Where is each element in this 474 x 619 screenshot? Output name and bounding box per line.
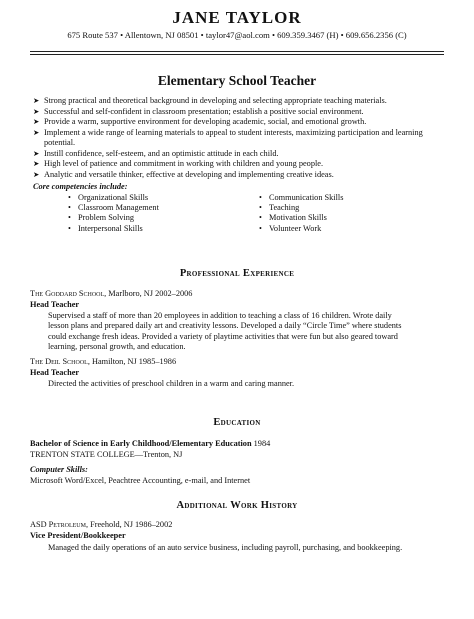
arrow-bullet-icon: ➤ — [33, 96, 40, 105]
arrow-bullet-icon: ➤ — [33, 117, 40, 126]
summary-item: ➤ Implement a wide range of learning materials to appeal to student interests, maximizing participation and learning potential. — [33, 127, 423, 147]
competency-item: • Motivation Skills — [259, 213, 327, 223]
employer-location-dates: , Marlboro, NJ 2002–2006 — [104, 289, 193, 298]
header-rule-top — [30, 51, 444, 52]
competencies-right-list — [259, 193, 343, 234]
summary-item: ➤ High level of patience and commitment in working with children and young people. — [33, 159, 324, 168]
experience-heading: Professional Experience — [179, 268, 295, 279]
bullet-icon: • — [68, 223, 71, 233]
summary-item: ➤ Strong practical and theoretical background in developing and selecting appropriate teaching materials. — [33, 96, 387, 105]
contact-line: 675 Route 537 • Allentown, NJ 08501 • taylor47@aol.com • 609.359.3467 (H) • 609.656.2356 (C) — [67, 30, 407, 40]
bullet-icon: • — [68, 193, 71, 202]
arrow-bullet-icon: ➤ — [33, 106, 40, 116]
additional-heading: Additional Work History — [176, 500, 298, 511]
summary-list — [33, 96, 448, 180]
bullet-icon: • — [68, 203, 71, 213]
additional-role: Vice President/Bookkeeper — [30, 531, 126, 540]
arrow-bullet-icon: ➤ — [33, 127, 40, 137]
arrow-bullet-icon: ➤ — [33, 169, 40, 179]
job-description: Supervised a staff of more than 20 employees in addition to teaching a class of 16 children. Wrote daily lesson plans and prepared daily art and creativity lessons. Developed a daily “Circle Time” where students could exchange fresh ideas. Provided a variety of playtime activities that were fun but also geared toward learning, personal growth, and education. — [48, 311, 402, 351]
degree-name: Bachelor of Science in Early Childhood/Elementary Education — [30, 439, 252, 448]
employer-location-dates: , Hamilton, NJ 1985–1986 — [87, 357, 177, 366]
resume-title: Elementary School Teacher — [157, 73, 317, 88]
job-employer-line — [30, 289, 450, 300]
job-role: Head Teacher — [30, 300, 80, 309]
employer-location-dates: , Freehold, NJ 1986–2002 — [85, 520, 173, 529]
summary-item: ➤ Provide a warm, supportive environment for developing academic, social, and emotional growth. — [33, 117, 367, 126]
header-rule-bottom — [30, 54, 444, 55]
arrow-bullet-icon: ➤ — [33, 148, 40, 158]
bullet-icon: • — [259, 223, 262, 233]
competencies-left-list — [68, 193, 159, 234]
degree-year: 1984 — [251, 439, 271, 448]
computer-skills-label: Computer Skills: — [30, 465, 88, 474]
competencies-label: Core competencies include: — [33, 182, 128, 191]
job-role: Head Teacher — [30, 368, 80, 377]
employer-name: The Goddard School — [30, 289, 105, 298]
summary-item: ➤ Successful and self-confident in classroom presentation; establish a positive social environment. — [33, 106, 364, 116]
bullet-icon: • — [259, 193, 262, 202]
employer-name: The Deil School — [30, 357, 88, 366]
resume-name: JANE TAYLOR — [172, 8, 302, 27]
employer-name: ASD Petroleum — [30, 520, 86, 529]
job-description: Directed the activities of preschool children in a warm and caring manner. — [48, 379, 295, 388]
school-line: TRENTON STATE COLLEGE—Trenton, NJ — [30, 450, 183, 459]
job-employer-line — [30, 357, 450, 368]
competency-item: • Interpersonal Skills — [68, 223, 143, 233]
additional-employer-line — [30, 520, 450, 531]
arrow-bullet-icon: ➤ — [33, 159, 40, 168]
bullet-icon: • — [259, 203, 262, 213]
summary-item: ➤ Analytic and versatile thinker, effective at developing and implementing creative ideas. — [33, 169, 334, 179]
computer-skills: Microsoft Word/Excel, Peachtree Accounting, e-mail, and Internet — [30, 476, 251, 485]
competency-item: • Communication Skills — [259, 193, 344, 202]
competency-item: • Teaching — [259, 203, 300, 213]
competency-item: • Problem Solving — [68, 213, 135, 223]
degree-line — [30, 439, 450, 450]
competency-item: • Organizational Skills — [68, 193, 149, 202]
education-heading: Education — [213, 417, 261, 428]
competency-item: • Classroom Management — [68, 203, 159, 213]
bullet-icon: • — [259, 213, 262, 223]
additional-description: Managed the daily operations of an auto service business, including payroll, purchasing, and bookkeeping. — [48, 543, 403, 552]
summary-item: ➤ Instill confidence, self-esteem, and an optimistic attitude in each child. — [33, 148, 279, 158]
bullet-icon: • — [68, 213, 71, 223]
competency-item: • Volunteer Work — [259, 223, 322, 233]
